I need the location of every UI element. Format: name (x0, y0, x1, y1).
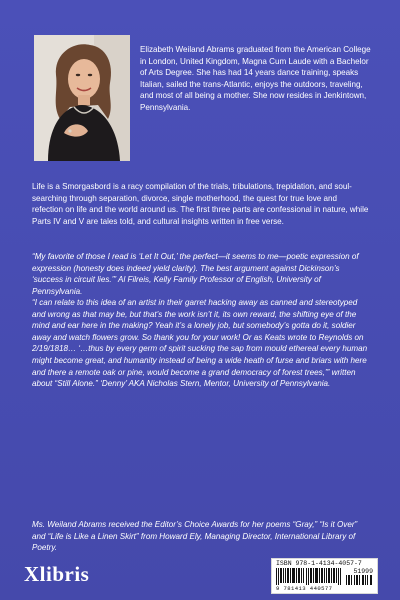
barcode-number: 9 781413 440577 (276, 585, 333, 592)
barcode-icon (276, 568, 342, 585)
publisher-logo: Xlibris (24, 562, 90, 586)
author-portrait-icon (34, 35, 130, 161)
author-photo (34, 35, 130, 161)
award-statement: Ms. Weiland Abrams received the Editor’s Choice Awards for her poems “Gray,” “Is it Over” and “Life is Like a Linen Skirt” from Howard Ely, Managing Director, International Library of Poetry. (32, 520, 358, 553)
price-code: 51999 (353, 568, 373, 575)
book-description: Life is a Smorgasbord is a racy compilation of the trials, tribulations, trepidation, and soul-searching through separation, divorce, single motherhood, the quest for true love and refection on life and the world around us. The first three parts are confessional in nature, while Parts IV and V are tales told, and cultural insights written in free verse. (32, 182, 369, 226)
review-quote-filreis: “My favorite of those I read is ‘Let It Out,’ the perfect—it seems to me—poetic expression of expression (honesty does indeed yield clarity). The best argument against Dickinson’s ‘success in circuit lies.’” Al Filreis, Kelly Family Professor of English, University of Pennsylvania. (32, 252, 359, 296)
review-quote-stern: “I can relate to this idea of an artist in their garret hacking away as canned and stereotyped and wrong as that may be, but that’s the work isn’t it, its own reward, the shifting eye of the mind and ear here in the making? Yeah it’s a lonely job, but somebody’s gotta do it, soldier away and watch flowers grow. So thank you for your work! Or as Keats wrote to Reynolds on 2/19/1818… ‘…thus by every germ of spirit sucking the sap from mould ethereal every human might become great, and humanity instead of being a wide heath of furse and briars with here and there a remote oak or pine, would become a grand democracy of forest trees,’” written about “Still Alone.” ‘Denny’ AKA Nicholas Stern, Mentor, University of Pennsylvania. (32, 298, 368, 389)
price-barcode-icon (346, 575, 372, 585)
author-bio: Elizabeth Weiland Abrams graduated from the American College in London, United Kingdom, Magna Cum Laude with a Bachelor of Arts Degree. She has had 14 years dance training, speaks Italian, sailed the trans-Atlantic, enjoys the outdoors, traveling, and most of all being a mother. She now resides in Jenkintown, Pennsylvania. (140, 45, 371, 112)
isbn-label: ISBN 978-1-4134-4057-7 (276, 560, 362, 567)
isbn-barcode-block (271, 558, 378, 594)
